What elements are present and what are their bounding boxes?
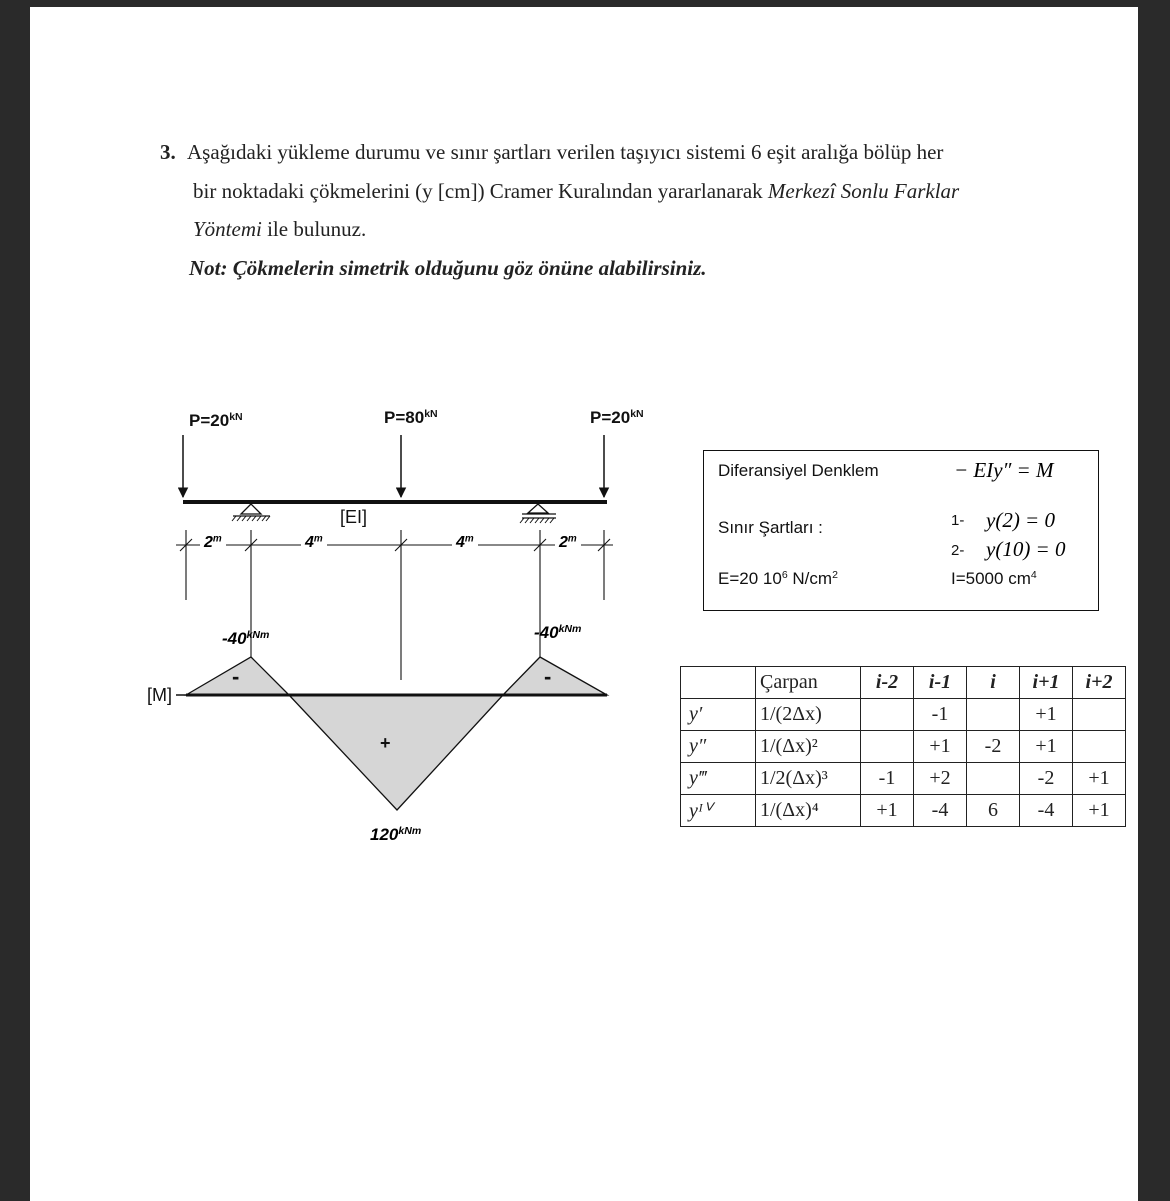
table-row [681,763,1126,795]
method-name: Merkezî Sonlu Farklar [767,179,960,203]
dimension-line [176,530,613,680]
moment-of-inertia: I=5000 $cm^4$ [951,569,1037,588]
header-i-plus-2: i+2 [1073,667,1126,699]
bc2-number: 2- [951,542,965,559]
row-factor: 1/(Δx)⁴ [756,795,861,827]
coef-cell: +1 [1020,731,1073,763]
coef-cell [861,731,914,763]
bc1: y(2) = 0 [986,508,1055,532]
coef-cell: +1 [914,731,967,763]
diff-eq-label: Diferansiyel Denklem [718,461,879,480]
method-name-end: Yöntemi [193,217,262,241]
moment-value-middle: $120^{kNm}$ [370,825,422,844]
coef-cell: 6 [967,795,1020,827]
coef-cell [967,699,1020,731]
header-i-minus-2: i-2 [861,667,914,699]
equation-box [703,450,1099,611]
bc1-number: 1- [951,512,965,529]
coef-cell: -1 [914,699,967,731]
span-label-2: 4$^m$ [301,534,327,552]
question-number: 3. [160,140,176,164]
negative-sign-left: - [232,664,240,689]
coef-cell: -4 [1020,795,1073,827]
negative-sign-right: - [544,664,552,689]
row-derivative: y′ [681,699,756,731]
coef-cell: +1 [861,795,914,827]
moment-value-left: $-40^{kNm}$ [222,629,270,648]
coef-cell: +1 [1073,763,1126,795]
coef-cell: +1 [1073,795,1126,827]
header-empty [681,667,756,699]
boundary-label: Sınır Şartları : [718,518,823,537]
coef-cell [1073,731,1126,763]
load-label-left: $P=20^{kN}$ [189,411,243,430]
positive-sign: + [380,733,391,753]
diff-eq: − EIy″ = M [954,458,1054,482]
finite-difference-table [680,666,1126,827]
header-i-plus-1: i+1 [1020,667,1073,699]
coef-cell: +1 [1020,699,1073,731]
moment-area-positive [289,695,503,810]
question-text-1: Aşağıdaki yükleme durumu ve sınır şartları verilen taşıyıcı sistemi 6 eşit aralığa bölüp her [187,140,944,164]
elastic-modulus: E=20 $10^6$ $N/cm^2$ [718,569,838,588]
row-derivative: y″ [681,731,756,763]
header-i-minus-1: i-1 [914,667,967,699]
load-label-middle: $P=80^{kN}$ [384,408,438,427]
header-i: i [967,667,1020,699]
coef-cell: -2 [967,731,1020,763]
coef-cell: +2 [914,763,967,795]
roller-support-right [520,504,556,523]
table-row [681,699,1126,731]
table-header-row [681,667,1126,699]
coef-cell [967,763,1020,795]
question-text-2: bir noktadaki çökmelerini (y [cm]) Cramer Kuralından yararlanarak [193,179,768,203]
row-factor: 1/2(Δx)³ [756,763,861,795]
row-factor: 1/(2Δx) [756,699,861,731]
coef-cell: -4 [914,795,967,827]
stiffness-label: [EI] [340,507,368,527]
load-label-right: $P=20^{kN}$ [590,408,644,427]
row-derivative: yᴵⱽ [681,795,756,827]
coef-cell: -1 [861,763,914,795]
note: Not: Çökmelerin simetrik olduğunu göz önüne alabilirsiniz. [189,256,707,280]
moment-diagram-label: [M] [147,685,172,705]
coef-cell [861,699,914,731]
span-label-1: 2$^m$ [200,534,226,552]
span-label-3: 4$^m$ [452,534,478,552]
span-label-4: 2$^m$ [555,534,581,552]
question-text-3: ile bulunuz. [261,217,367,241]
moment-area-negative-right [503,657,607,695]
header-factor: Çarpan [756,667,861,699]
bc2: y(10) = 0 [986,537,1066,561]
table-row [681,795,1126,827]
coef-cell: -2 [1020,763,1073,795]
coef-cell [1073,699,1126,731]
row-factor: 1/(Δx)² [756,731,861,763]
table-row [681,731,1126,763]
moment-value-right: $-40^{kNm}$ [534,623,582,642]
pin-support-left [232,504,270,521]
row-derivative: y‴ [681,763,756,795]
